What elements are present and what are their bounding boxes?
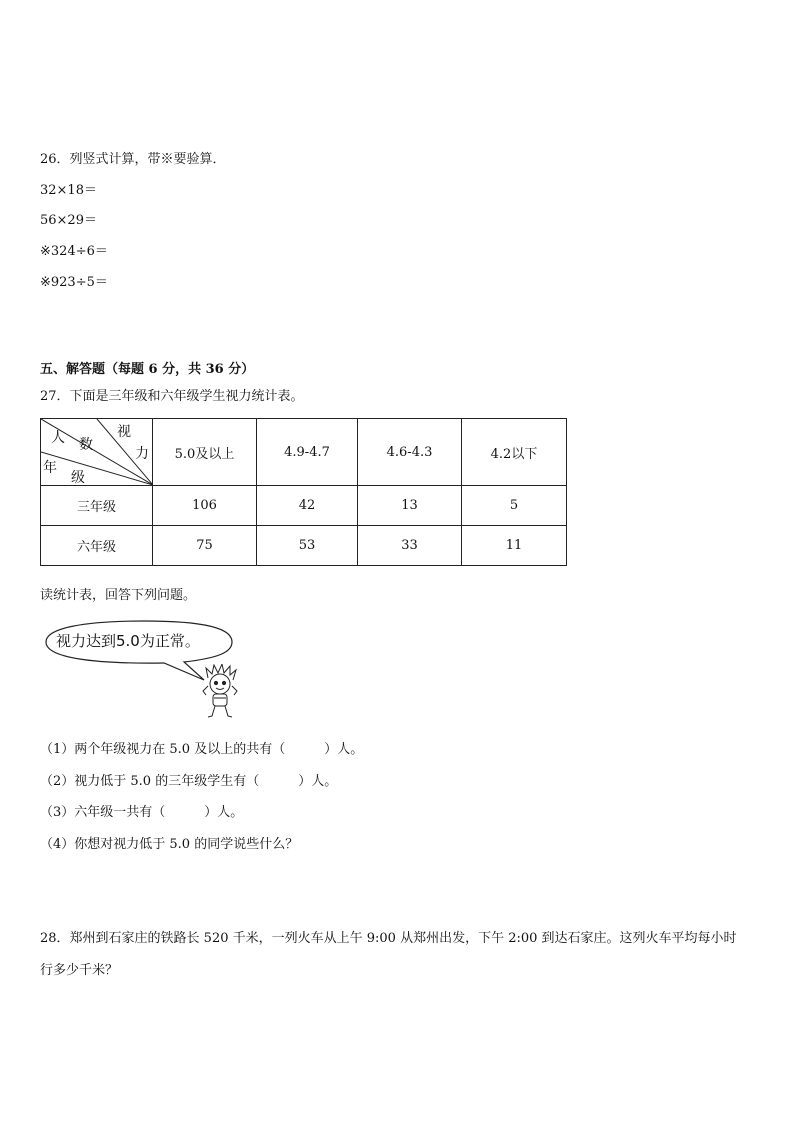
q27-sub-2: （2）视力低于 5.0 的三年级学生有（ ）人。	[40, 774, 338, 789]
q27-sub-1: （1）两个年级视力在 5.0 及以上的共有（ ）人。	[40, 742, 364, 757]
table-header-row	[41, 419, 567, 486]
header-cell: 4.6-4.3	[358, 419, 462, 486]
header-cell: 4.9-4.7	[257, 419, 358, 486]
q26-item-3: ※324÷6＝	[40, 244, 108, 259]
corner-li: 力	[135, 446, 149, 462]
vision-stats-table	[40, 418, 567, 566]
q26-item-2: 56×29＝	[40, 213, 97, 228]
corner-shi: 视	[117, 424, 131, 440]
corner-shu: 数	[79, 437, 93, 453]
mascot-icon	[200, 664, 240, 720]
read-prompt: 读统计表，回答下列问题。	[40, 588, 197, 603]
row-label: 三年级	[41, 486, 153, 526]
bubble-text: 视力达到5.0为正常。	[56, 632, 200, 650]
q26-item-4: ※923÷5＝	[40, 275, 108, 290]
q26-title: 26．列竖式计算，带※要验算．	[40, 152, 226, 167]
header-cell: 4.2以下	[462, 419, 567, 486]
corner-nian: 年	[43, 460, 57, 476]
table-cell: 42	[257, 486, 358, 526]
q27-sub-3: （3）六年级一共有（ ）人。	[40, 805, 244, 820]
corner-ji: 级	[71, 470, 85, 486]
corner-ren: 人	[51, 430, 65, 446]
table-cell: 5	[462, 486, 567, 526]
table-cell: 106	[153, 486, 257, 526]
table-cell: 75	[153, 526, 257, 566]
q28-line-1: 28．郑州到石家庄的铁路长 520 千米，一列火车从上午 9:00 从郑州出发，下午 2:00 到达石家庄。这列火车平均每小时	[40, 931, 737, 946]
table-cell: 11	[462, 526, 567, 566]
table-cell: 53	[257, 526, 358, 566]
table-cell: 13	[358, 486, 462, 526]
q27-title: 27．下面是三年级和六年级学生视力统计表。	[40, 389, 304, 404]
table-corner-cell	[41, 419, 153, 486]
q26-item-1: 32×18＝	[40, 183, 97, 198]
header-cell: 5.0及以上	[153, 419, 257, 486]
table-row	[41, 526, 567, 566]
table-cell: 33	[358, 526, 462, 566]
row-label: 六年级	[41, 526, 153, 566]
q28-line-2: 行多少千米？	[40, 963, 119, 978]
table-row	[41, 486, 567, 526]
q27-sub-4: （4）你想对视力低于 5.0 的同学说些什么？	[40, 837, 299, 852]
section5-title: 五、解答题（每题 6 分，共 36 分）	[40, 362, 255, 377]
